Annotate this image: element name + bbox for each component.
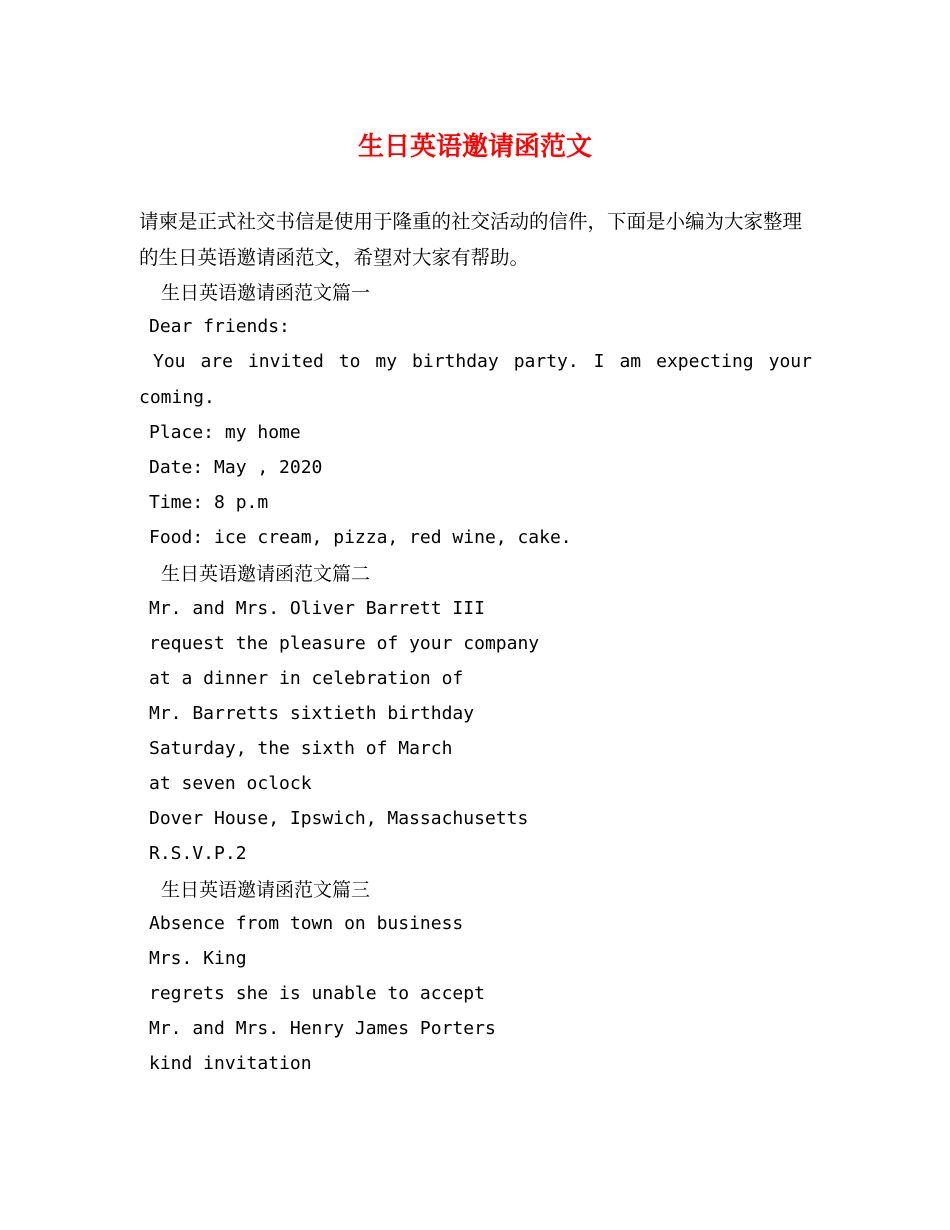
section2-line: at a dinner in celebration of [149,668,464,689]
body-word: I [593,351,605,372]
section1-food: Food: ice cream, pizza, red wine, cake. [149,527,572,548]
section2-line: R.S.V.P.2 [149,843,247,864]
section1-body-line [153,350,812,374]
section3-line: kind invitation [149,1053,312,1074]
section1-greeting: Dear friends: [149,316,290,337]
section1-heading: 生日英语邀请函范文篇一 [161,282,371,304]
body-word: are [200,351,233,372]
body-word: invited [247,351,324,372]
body-word: your [768,351,812,372]
section2-line: Saturday, the sixth of March [149,738,453,759]
intro-paragraph: 请柬是正式社交书信是使用于隆重的社交活动的信件，下面是小编为大家整理的生日英语邀请函范文，希望对大家有帮助。 [139,210,803,269]
section2-line: request the pleasure of your company [149,633,540,654]
section2-line: Mr. Barretts sixtieth birthday [149,703,475,724]
body-word: You [153,351,186,372]
section3-line: regrets she is unable to accept [149,983,485,1004]
body-word: my [375,351,398,372]
section1-date: Date: May , 2020 [149,457,323,478]
section2-heading: 生日英语邀请函范文篇二 [161,563,371,585]
section2-line: Dover House, Ipswich, Massachusetts [149,808,529,829]
section2-line: Mr. and Mrs. Oliver Barrett III [149,598,485,619]
section3-heading: 生日英语邀请函范文篇三 [161,879,371,901]
body-word: expecting [656,351,754,372]
section1-place: Place: my home [149,422,301,443]
body-word: am [619,351,642,372]
body-word: party. [513,351,579,372]
document-title: 生日英语邀请函范文 [357,132,592,162]
section2-line: at seven oclock [149,773,312,794]
section3-line: Mr. and Mrs. Henry James Porters [149,1018,496,1039]
section3-line: Absence from town on business [149,913,464,934]
section1-body-wrap: coming. [139,387,215,408]
body-word: birthday [412,351,499,372]
section1-time: Time: 8 p.m [149,492,269,513]
section3-line: Mrs. King [149,948,247,969]
body-word: to [338,351,361,372]
